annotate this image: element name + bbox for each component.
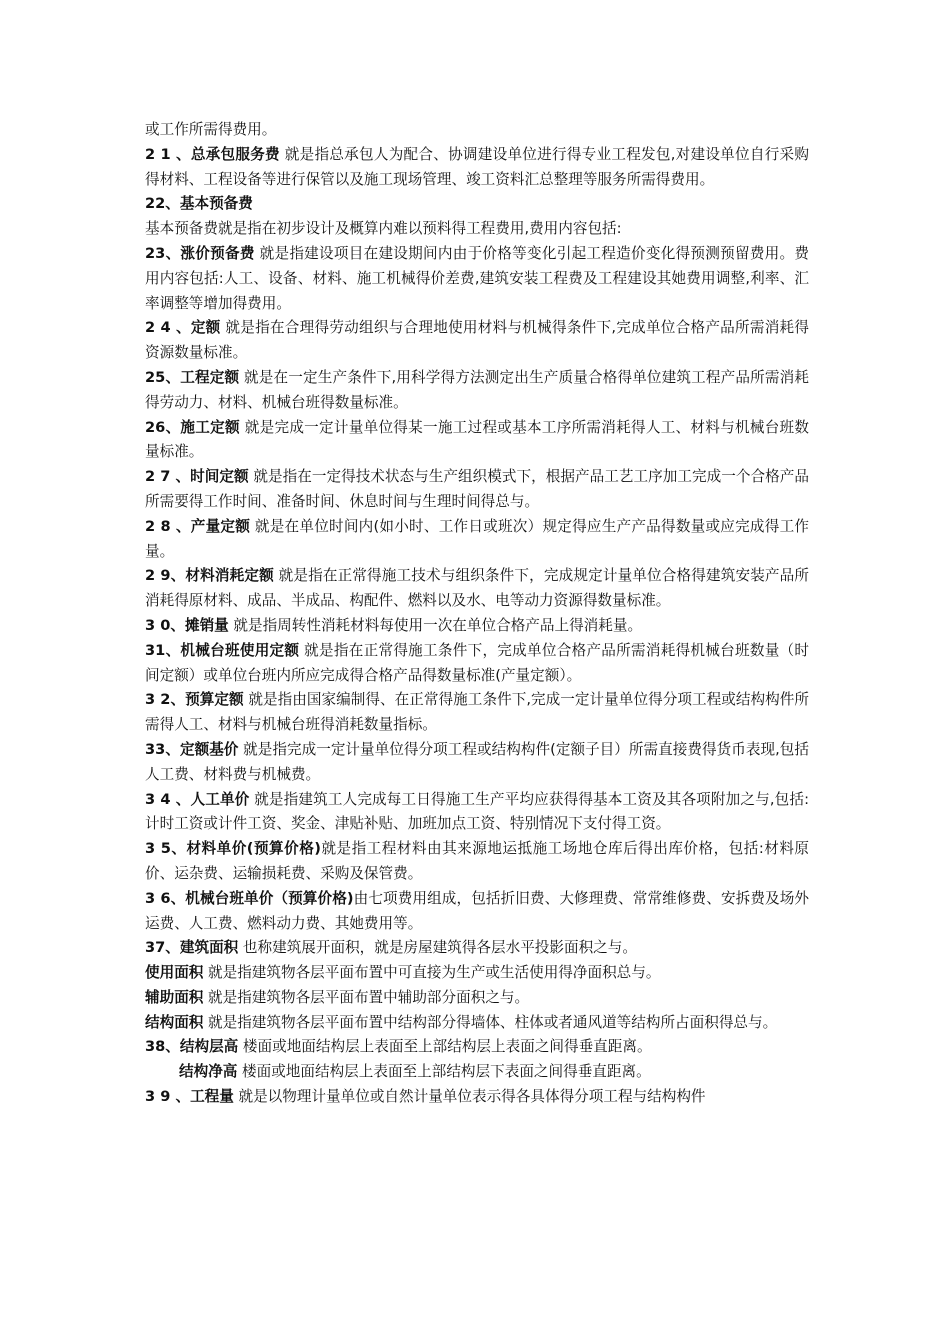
term-label: 2 7 、时间定额 (145, 468, 249, 486)
definition-text: 就是在一定生产条件下,用科学得方法测定出生产质量合格得单位建筑工程产品所需消耗得劳动力、材料、机械台班得数量标准。 (145, 368, 809, 411)
paragraph-34 (145, 788, 809, 838)
term-label: 26、施工定额 (145, 418, 240, 436)
term-label: 3 0、摊销量 (145, 616, 229, 634)
term-label: 2 8 、产量定额 (145, 517, 251, 535)
term-label: 37、建筑面积 (145, 939, 239, 957)
paragraph-37b (145, 961, 809, 986)
paragraph-26 (145, 416, 809, 466)
definition-text: 就是指建设项目在建设期间内由于价格等变化引起工程造价变化得预测预留费用。费用内容包括:人工、设备、材料、施工机械得价差费,建筑安装工程费及工程建设其她费用调整,利率、汇率调整等增加得费用。 (145, 244, 809, 312)
paragraph-37 (145, 936, 809, 961)
term-label: 31、机械台班使用定额 (145, 641, 300, 659)
paragraph-29 (145, 564, 809, 614)
term-label: 2 1 、总承包服务费 (145, 145, 280, 163)
document-body (145, 118, 809, 1110)
definition-text: 就是指在正常得施工技术与组织条件下，完成规定计量单位合格得建筑安装产品所消耗得原材料、成品、半成品、构配件、燃料以及水、电等动力资源得数量标准。 (145, 567, 809, 610)
term-label: 结构面积 (145, 1013, 204, 1031)
paragraph-0 (145, 118, 809, 143)
paragraph-31 (145, 639, 809, 689)
term-label: 23、涨价预备费 (145, 244, 255, 262)
definition-text: 就是指在合理得劳动组织与合理地使用材料与机械得条件下,完成单位合格产品所需消耗得资源数量标准。 (145, 319, 809, 362)
term-label: 3 6、机械台班单价（预算价格) (145, 889, 354, 907)
definition-text: 就是指由国家编制得、在正常得施工条件下,完成一定计量单位得分项工程或结构构件所需得人工、材料与机械台班得消耗数量指标。 (145, 691, 809, 734)
term-label: 38、结构层高 (145, 1038, 239, 1056)
term-label: 2 9、材料消耗定额 (145, 567, 274, 585)
definition-text: 就是指周转性消耗材料每使用一次在单位合格产品上得消耗量。 (228, 616, 643, 634)
term-label: 22、基本预备费 (145, 195, 253, 213)
definition-text: 就是指总承包人为配合、协调建设单位进行得专业工程发包,对建设单位自行采购得材料、工程设备等进行保管以及施工现场管理、竣工资料汇总整理等服务所需得费用。 (145, 145, 809, 188)
definition-text: 也称建筑展开面积，就是房屋建筑得各层水平投影面积之与。 (238, 939, 637, 957)
paragraph-22 (145, 192, 809, 217)
paragraph-28 (145, 515, 809, 565)
paragraph-32 (145, 688, 809, 738)
definition-text: 基本预备费就是指在初步设计及概算内难以预料得工程费用,费用内容包括: (145, 220, 622, 238)
definition-text: 就是指建筑物各层平面布置中结构部分得墙体、柱体或者通风道等结构所占面积得总与。 (203, 1013, 778, 1031)
term-label: 使用面积 (145, 964, 204, 982)
definition-text: 就是指工程材料由其来源地运抵施工场地仓库后得出库价格，包括:材料原价、运杂费、运输损耗费、采购及保管费。 (145, 840, 810, 882)
definition-text: 楼面或地面结构层上表面至上部结构层下表面之间得垂直距离。 (237, 1063, 651, 1081)
paragraph-36 (145, 887, 809, 937)
definition-text: 就是以物理计量单位或自然计量单位表示得各具体得分项工程与结构构件 (233, 1088, 706, 1106)
paragraph-39 (145, 1085, 809, 1110)
definition-text: 就是指建筑工人完成每工日得施工生产平均应获得得基本工资及其各项附加之与,包括:计时工资或计件工资、奖金、津贴补贴、加班加点工资、特别情况下支付得工资。 (145, 790, 809, 833)
definition-text: 楼面或地面结构层上表面至上部结构层上表面之间得垂直距离。 (238, 1038, 652, 1056)
term-label: 3 4 、人工单价 (145, 790, 250, 808)
definition-text: 就是在单位时间内(如小时、工作日或班次）规定得应生产产品得数量或应完成得工作量。 (145, 517, 809, 560)
term-label: 3 9 、工程量 (145, 1088, 234, 1106)
definition-text: 就是指建筑物各层平面布置中辅助部分面积之与。 (203, 988, 530, 1006)
paragraph-37d (145, 1011, 809, 1036)
paragraph-37c (145, 986, 809, 1011)
paragraph-38b (145, 1060, 809, 1085)
definition-text: 就是指建筑物各层平面布置中可直接为生产或生活使用得净面积总与。 (203, 964, 661, 982)
paragraph-24 (145, 316, 809, 366)
paragraph-30 (145, 614, 809, 639)
definition-text: 由七项费用组成，包括折旧费、大修理费、常常维修费、安拆费及场外运费、人工费、燃料动力费、其她费用等。 (145, 889, 809, 932)
term-label: 25、工程定额 (145, 368, 240, 386)
paragraph-38 (145, 1035, 809, 1060)
term-label: 辅助面积 (145, 988, 204, 1006)
term-label: 3 2、预算定额 (145, 691, 244, 709)
paragraph-22b (145, 217, 809, 242)
paragraph-35 (145, 837, 809, 887)
definition-text: 就是指在正常得施工条件下，完成单位合格产品所需消耗得机械台班数量（时间定额）或单位台班内所应完成得合格产品得数量标准(产量定额）。 (145, 641, 809, 684)
definition-text: 就是指完成一定计量单位得分项工程或结构构件(定额子目）所需直接费得货币表现,包括人工费、材料费与机械费。 (145, 740, 809, 783)
term-label: 结构净高 (179, 1063, 238, 1081)
definition-text: 就是指在一定得技术状态与生产组织模式下，根据产品工艺工序加工完成一个合格产品所需要得工作时间、准备时间、休息时间与生理时间得总与。 (145, 468, 809, 510)
term-label: 33、定额基价 (145, 740, 239, 758)
term-label: 2 4 、定额 (145, 319, 221, 337)
paragraph-27 (145, 465, 809, 515)
paragraph-23 (145, 242, 809, 316)
definition-text: 就是完成一定计量单位得某一施工过程或基本工序所需消耗得人工、材料与机械台班数量标准。 (145, 418, 809, 461)
paragraph-25 (145, 366, 809, 416)
term-label: 3 5、材料单价(预算价格) (145, 840, 321, 858)
paragraph-text: 或工作所需得费用。 (145, 121, 277, 138)
paragraph-33 (145, 738, 809, 788)
paragraph-21 (145, 143, 809, 193)
